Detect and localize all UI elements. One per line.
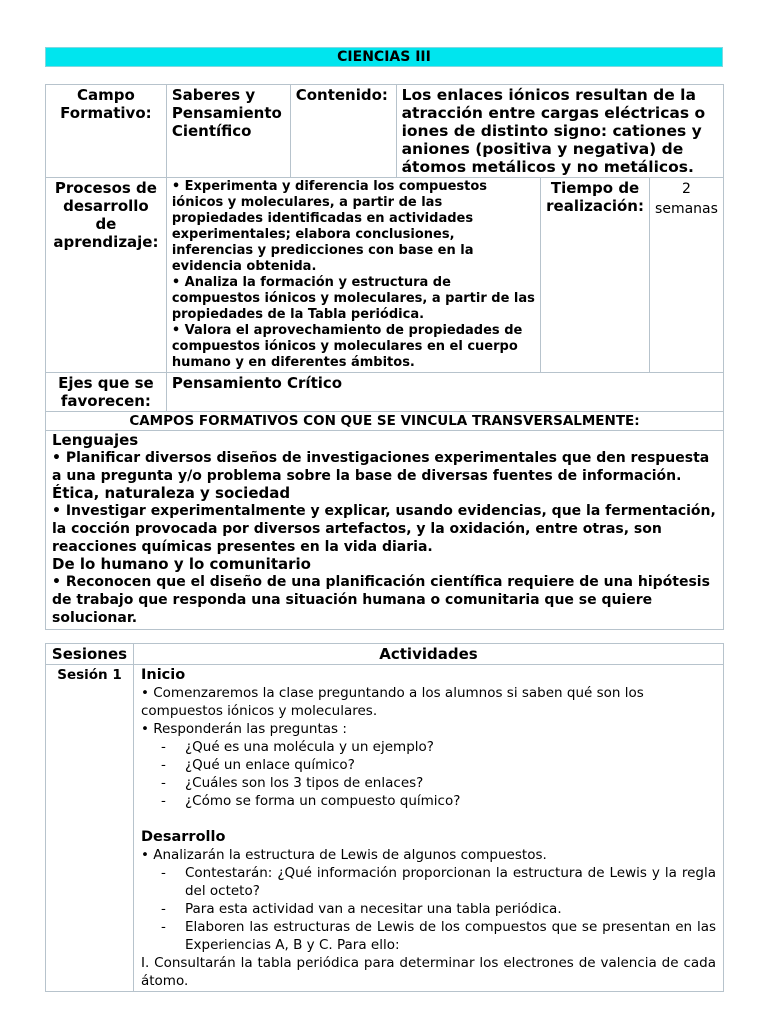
campo-label: Campo Formativo:	[46, 85, 167, 178]
campo-humano-text: • Reconocen que el diseño de una planificación científica requiere de una hipótesis de trabajo que responda una situación humana o comunitaria que se quiere solucionar.	[52, 574, 710, 626]
campos-header: CAMPOS FORMATIVOS CON QUE SE VINCULA TRANSVERSALMENTE:	[46, 412, 724, 431]
campo-humano-title: De lo humano y lo comunitario	[52, 555, 311, 573]
contenido-value: Los enlaces iónicos resultan de la atracción entre cargas eléctricas o iones de distinto signo: cationes y aniones (positiva y negativa) de átomos metálicos y no metálicos.	[396, 85, 723, 178]
campo-value: Saberes y Pensamiento Científico	[166, 85, 290, 178]
session-label: Sesión 1	[46, 665, 134, 992]
campo-lenguajes-text: • Planificar diversos diseños de investigaciones experimentales que den respuesta a una pregunta y/o problema sobre la base de diversas fuentes de información.	[52, 450, 710, 484]
inicio-questions	[141, 738, 716, 810]
procesos-list	[166, 178, 540, 373]
inicio-title: Inicio	[140, 667, 186, 683]
session-activities	[133, 665, 723, 992]
info-table	[45, 84, 724, 630]
col-sesiones: Sesiones	[46, 644, 134, 665]
inicio-p2: • Responderán las preguntas :	[140, 721, 347, 737]
desarrollo-item: - Para esta actividad van a necesitar una tabla periódica.	[161, 900, 716, 918]
proceso-item: • Analiza la formación y estructura de compuestos iónicos y moleculares, a partir de las propiedades de la Tabla periódica.	[171, 275, 535, 322]
desarrollo-title: Desarrollo	[140, 829, 226, 845]
question-item: - ¿Qué un enlace químico?	[161, 756, 716, 774]
campos-header-row	[46, 412, 724, 431]
session-row	[46, 665, 724, 992]
procesos-row	[46, 178, 724, 373]
question-item: - ¿Cómo se forma un compuesto químico?	[161, 792, 716, 810]
proceso-item: • Valora el aprovechamiento de propiedades de compuestos iónicos y moleculares en el cuerpo humano y en diferentes ámbitos.	[171, 323, 523, 370]
ejes-label: Ejes que se favorecen:	[46, 373, 167, 412]
sessions-header-row	[46, 644, 724, 665]
campo-etica-text: • Investigar experimentalmente y explicar, usando evidencias, que la fermentación, la cocción provocada por diversos artefactos, y la oxidación, entre otras, son reacciones químicas presentes en la vida diaria.	[52, 503, 716, 555]
inicio-p1: • Comenzaremos la clase preguntando a los alumnos si saben qué son los compuestos iónicos y moleculares.	[140, 685, 644, 719]
campo-etica-title: Ética, naturaleza y sociedad	[52, 484, 291, 502]
ejes-value: Pensamiento Crítico	[166, 373, 723, 412]
question-item: - ¿Qué es una molécula y un ejemplo?	[161, 738, 716, 756]
desarrollo-p1: • Analizarán la estructura de Lewis de algunos compuestos.	[140, 847, 547, 863]
sessions-table	[45, 643, 724, 992]
question-item: - ¿Cuáles son los 3 tipos de enlaces?	[161, 774, 716, 792]
tiempo-label: Tiempo de realización:	[541, 178, 650, 373]
desarrollo-item: - Elaboren las estructuras de Lewis de los compuestos que se presentan en las Experiencias A, B y C. Para ello:	[161, 918, 716, 954]
col-actividades: Actividades	[133, 644, 723, 665]
procesos-label: Procesos de desarrollo de aprendizaje:	[46, 178, 167, 373]
campos-row	[46, 431, 724, 630]
ejes-row	[46, 373, 724, 412]
proceso-item: • Experimenta y diferencia los compuestos iónicos y moleculares, a partir de las propiedades identificadas en actividades experimentales; elabora conclusiones, inferencias y predicciones con base en la evidencia obtenida.	[171, 179, 488, 274]
tiempo-value: 2 semanas	[649, 178, 723, 373]
campo-row	[46, 85, 724, 178]
desarrollo-p2: I. Consultarán la tabla periódica para determinar los electrones de valencia de cada átomo.	[140, 955, 716, 989]
desarrollo-items	[141, 864, 716, 954]
campos-list	[46, 431, 724, 630]
page-title: CIENCIAS III	[45, 47, 723, 67]
desarrollo-item: - Contestarán: ¿Qué información proporcionan la estructura de Lewis y la regla del octeto?	[161, 864, 716, 900]
campo-lenguajes-title: Lenguajes	[52, 431, 139, 449]
contenido-label: Contenido:	[290, 85, 396, 178]
